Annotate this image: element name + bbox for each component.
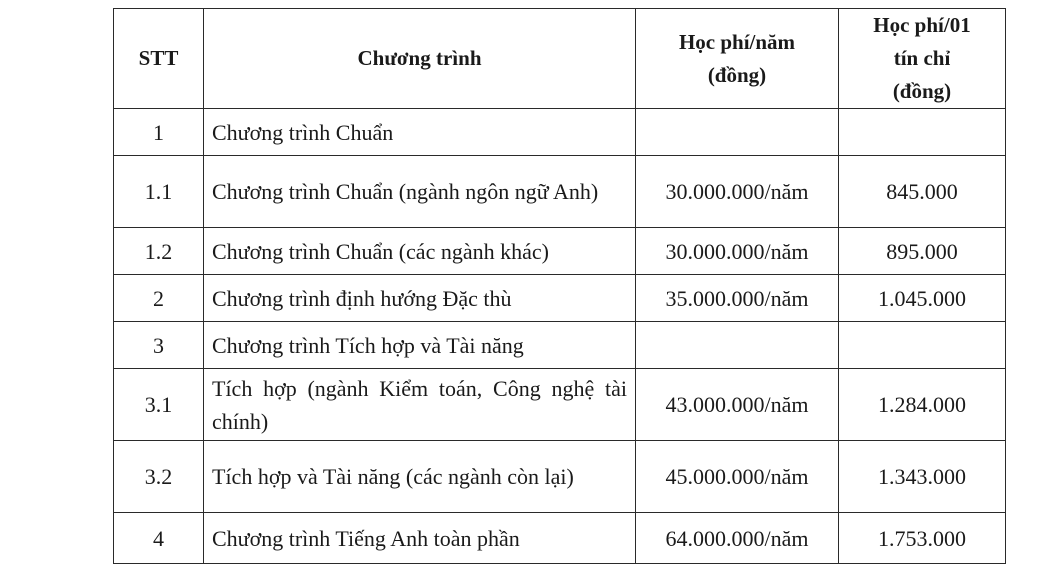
- row-program: Tích hợp (ngành Kiểm toán, Công nghệ tài chính): [204, 369, 636, 441]
- row-program: Chương trình Tích hợp và Tài năng: [204, 322, 636, 369]
- row-fee-year: [636, 322, 839, 369]
- row-fee-credit: 1.045.000: [839, 275, 1006, 322]
- row-program: Chương trình Chuẩn (ngành ngôn ngữ Anh): [204, 156, 636, 228]
- header-stt: STT: [114, 9, 204, 109]
- row-stt: 2: [114, 275, 204, 322]
- row-program: Chương trình định hướng Đặc thù: [204, 275, 636, 322]
- row-program: Tích hợp và Tài năng (các ngành còn lại): [204, 441, 636, 513]
- row-program: Chương trình Chuẩn: [204, 109, 636, 156]
- row-stt: 4: [114, 513, 204, 564]
- header-fee-per-year: Học phí/năm (đồng): [636, 9, 839, 109]
- table-row: [114, 322, 1006, 369]
- row-stt: 3.1: [114, 369, 204, 441]
- row-fee-year: 30.000.000/năm: [636, 228, 839, 275]
- table-row: [114, 156, 1006, 228]
- row-fee-year: 30.000.000/năm: [636, 156, 839, 228]
- row-fee-year: 35.000.000/năm: [636, 275, 839, 322]
- row-fee-credit: 1.343.000: [839, 441, 1006, 513]
- row-fee-year: 43.000.000/năm: [636, 369, 839, 441]
- row-stt: 1: [114, 109, 204, 156]
- table-row: [114, 109, 1006, 156]
- table-header-row: [114, 9, 1006, 109]
- row-program: Chương trình Chuẩn (các ngành khác): [204, 228, 636, 275]
- table-row: [114, 228, 1006, 275]
- row-fee-credit: [839, 109, 1006, 156]
- table-row: [114, 275, 1006, 322]
- row-program: Chương trình Tiếng Anh toàn phần: [204, 513, 636, 564]
- row-fee-credit: 845.000: [839, 156, 1006, 228]
- row-stt: 3: [114, 322, 204, 369]
- header-program: Chương trình: [204, 9, 636, 109]
- row-stt: 1.1: [114, 156, 204, 228]
- row-fee-credit: 895.000: [839, 228, 1006, 275]
- row-stt: 1.2: [114, 228, 204, 275]
- header-fee-per-credit: Học phí/01 tín chỉ (đồng): [839, 9, 1006, 109]
- row-fee-year: [636, 109, 839, 156]
- table-row: [114, 441, 1006, 513]
- table-row: [114, 513, 1006, 564]
- row-fee-year: 64.000.000/năm: [636, 513, 839, 564]
- row-stt: 3.2: [114, 441, 204, 513]
- row-fee-credit: 1.753.000: [839, 513, 1006, 564]
- row-fee-year: 45.000.000/năm: [636, 441, 839, 513]
- row-fee-credit: 1.284.000: [839, 369, 1006, 441]
- table-row: [114, 369, 1006, 441]
- row-fee-credit: [839, 322, 1006, 369]
- tuition-fee-table: [113, 8, 1006, 564]
